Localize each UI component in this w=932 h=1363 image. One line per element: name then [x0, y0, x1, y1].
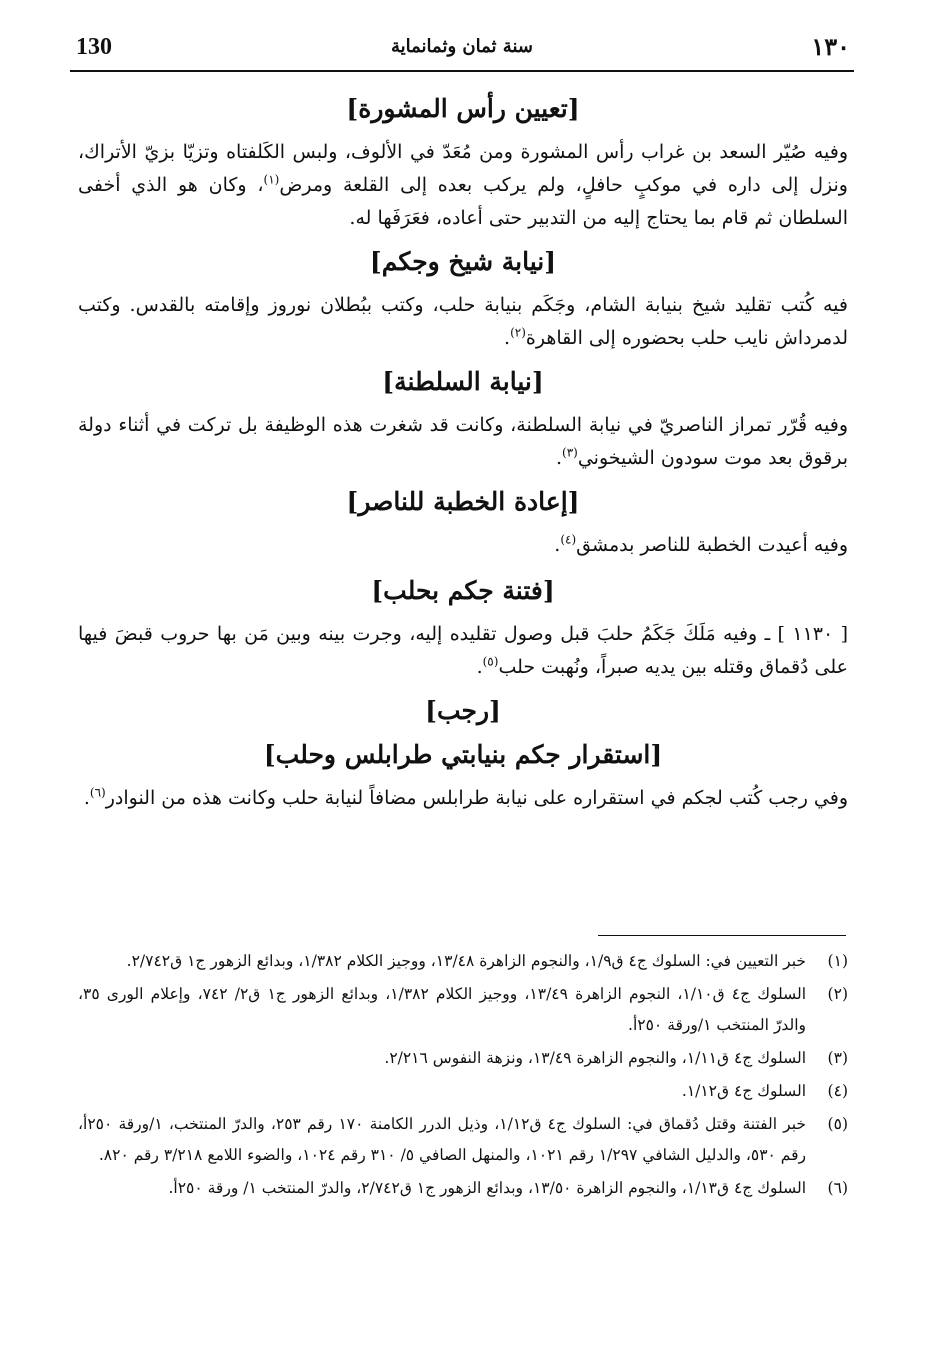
section — [78, 738, 848, 815]
footnote-text: السلوك ج٤ ق١/١٣، والنجوم الزاهرة ١٣/٥٠، وبدائع الزهور ج١ ق٢/٧٤٢، والدرّ المنتخب ١/ ورقة ٢٥٠أ. — [168, 1179, 806, 1197]
section — [78, 365, 848, 475]
section-heading: [تعيين رأس المشورة] — [346, 94, 580, 123]
paragraph: وفيه أعيدت الخطبة للناصر بدمشق$^{(٤)}$. — [554, 532, 848, 556]
footnote-text: السلوك ج٤ ق١/١١، والنجوم الزاهرة ١٣/٤٩، ونزهة النفوس ٢/٢١٦. — [384, 1049, 806, 1067]
section — [78, 485, 848, 562]
main-text — [78, 92, 848, 825]
footnote-ref: (٤) — [560, 532, 577, 547]
section — [78, 574, 848, 684]
footnote — [78, 946, 848, 977]
footnote-number: (٢) — [827, 985, 848, 1003]
paragraph: وفيه قُرّر تمراز الناصريّ في نيابة السلطنة، وكانت قد شغرت هذه الوظيفة بل تركت في أثناء دولة برقوق بعد موت سودون الشيخوني$^{(٣)}$. — [78, 414, 848, 469]
running-title: سنة ثمان وثمانماية — [391, 36, 533, 57]
section-heading: [استقرار جكم بنيابتي طرابلس وحلب] — [263, 740, 663, 769]
footnotes — [78, 946, 848, 1206]
paragraph: [ ١١٣٠ ] ـ وفيه مَلَكَ جَكَمُ حلبَ قبل وصول تقليده إليه، وجرت بينه وبين مَن بها حروب قبضَ فيها على دُقماق وقتله بين يديه صبراً، ونُهبت حلب$^{(٥)}$. — [78, 623, 848, 678]
paragraph: وفي رجب كُتب لجكم في استقراره على نيابة طرابلس مضافاً لنيابة حلب وكانت هذه من النوادر$^{(٦)}$. — [83, 785, 848, 809]
footnote-ref: (٣) — [562, 445, 578, 460]
footnote-ref: (٢) — [510, 325, 526, 340]
section-heading: [فتنة جكم بحلب] — [371, 576, 555, 605]
section — [78, 92, 848, 235]
footnote-divider — [598, 935, 846, 936]
footnote-text: السلوك ج٤ ق١/١٠، النجوم الزاهرة ١٣/٤٩، ووجيز الكلام ١/٣٨٢، وبدائع الزهور ج١ ق٢/ ٧٤٢، وإعلام الورى ٣٥، والدرّ المنتخب ١/ورقة ٢٥٠أ. — [78, 985, 807, 1034]
section-heading: [إعادة الخطبة للناصر] — [346, 487, 580, 516]
footnote-text: خبر الفتنة وقتل دُقماق في: السلوك ج٤ ق١/١٢، وذيل الدرر الكامنة ١٧٠ رقم ٢٥٣، والدرّ المنتخب، ١/ورقة ٢٥٠أ، رقم ٥٣٠، والدليل الشافي ١/٢٩٧ رقم ١٠٢١، والمنهل الصافي ٥/ ٣١٠ رقم ١٠٢٤، والضوء اللامع ٣/٢١٨ رقم ٨٢٠. — [78, 1115, 806, 1164]
footnote-number: (١) — [827, 952, 848, 970]
running-header — [70, 30, 854, 72]
footnote-number: (٣) — [827, 1049, 848, 1067]
footnote-text: خبر التعيين في: السلوك ج٤ ق١/٩، والنجوم الزاهرة ١٣/٤٨، ووجيز الكلام ١/٣٨٢، وبدائع الزهور ج١ ق٢/٧٤٢. — [126, 952, 806, 970]
footnote-ref: (٥) — [482, 654, 499, 669]
section-heading: [نيابة شيخ وجكم] — [369, 247, 557, 276]
page-number-latin: 130 — [76, 34, 112, 60]
footnote — [78, 1173, 848, 1204]
footnote-ref: (١) — [263, 172, 280, 187]
footnote-text: السلوك ج٤ ق١/١٢. — [681, 1082, 806, 1100]
page-number-arabic: ١٣٠ — [811, 32, 850, 61]
footnote — [78, 1076, 848, 1107]
footnote-ref: (٦) — [89, 785, 106, 800]
paragraph: وفيه صُيّر السعد بن غراب رأس المشورة ومن مُعَدّ في الألوف، ولبس الكَلفتاه وتزيّا بزيّ الأتراك، ونزل إلى داره في موكبٍ حافلٍ، ولم يركب بعده إلى القلعة ومرض$^{(١)}$، وكان هو الذي أخفى السلطان ثم قام بما يحتاج إليه من التدبير حتى أعاده، فعَرَفَها له. — [78, 141, 848, 229]
paragraph: فيه كُتب تقليد شيخ بنيابة الشام، وجَكَم بنيابة حلب، وكتب ببُطلان نوروز وإقامته بالقدس. وكتب لدمرداش نايب حلب بحضوره إلى القاهرة$^{(٢)}$. — [78, 294, 848, 349]
footnote — [78, 1109, 848, 1171]
footnote — [78, 1043, 848, 1074]
section — [78, 694, 848, 728]
footnote-number: (٥) — [827, 1115, 848, 1133]
footnote-number: (٤) — [827, 1082, 848, 1100]
footnote — [78, 979, 848, 1041]
section — [78, 245, 848, 355]
footnote-number: (٦) — [827, 1179, 848, 1197]
month-heading: [رجب] — [425, 696, 501, 725]
section-heading: [نيابة السلطنة] — [382, 367, 544, 396]
